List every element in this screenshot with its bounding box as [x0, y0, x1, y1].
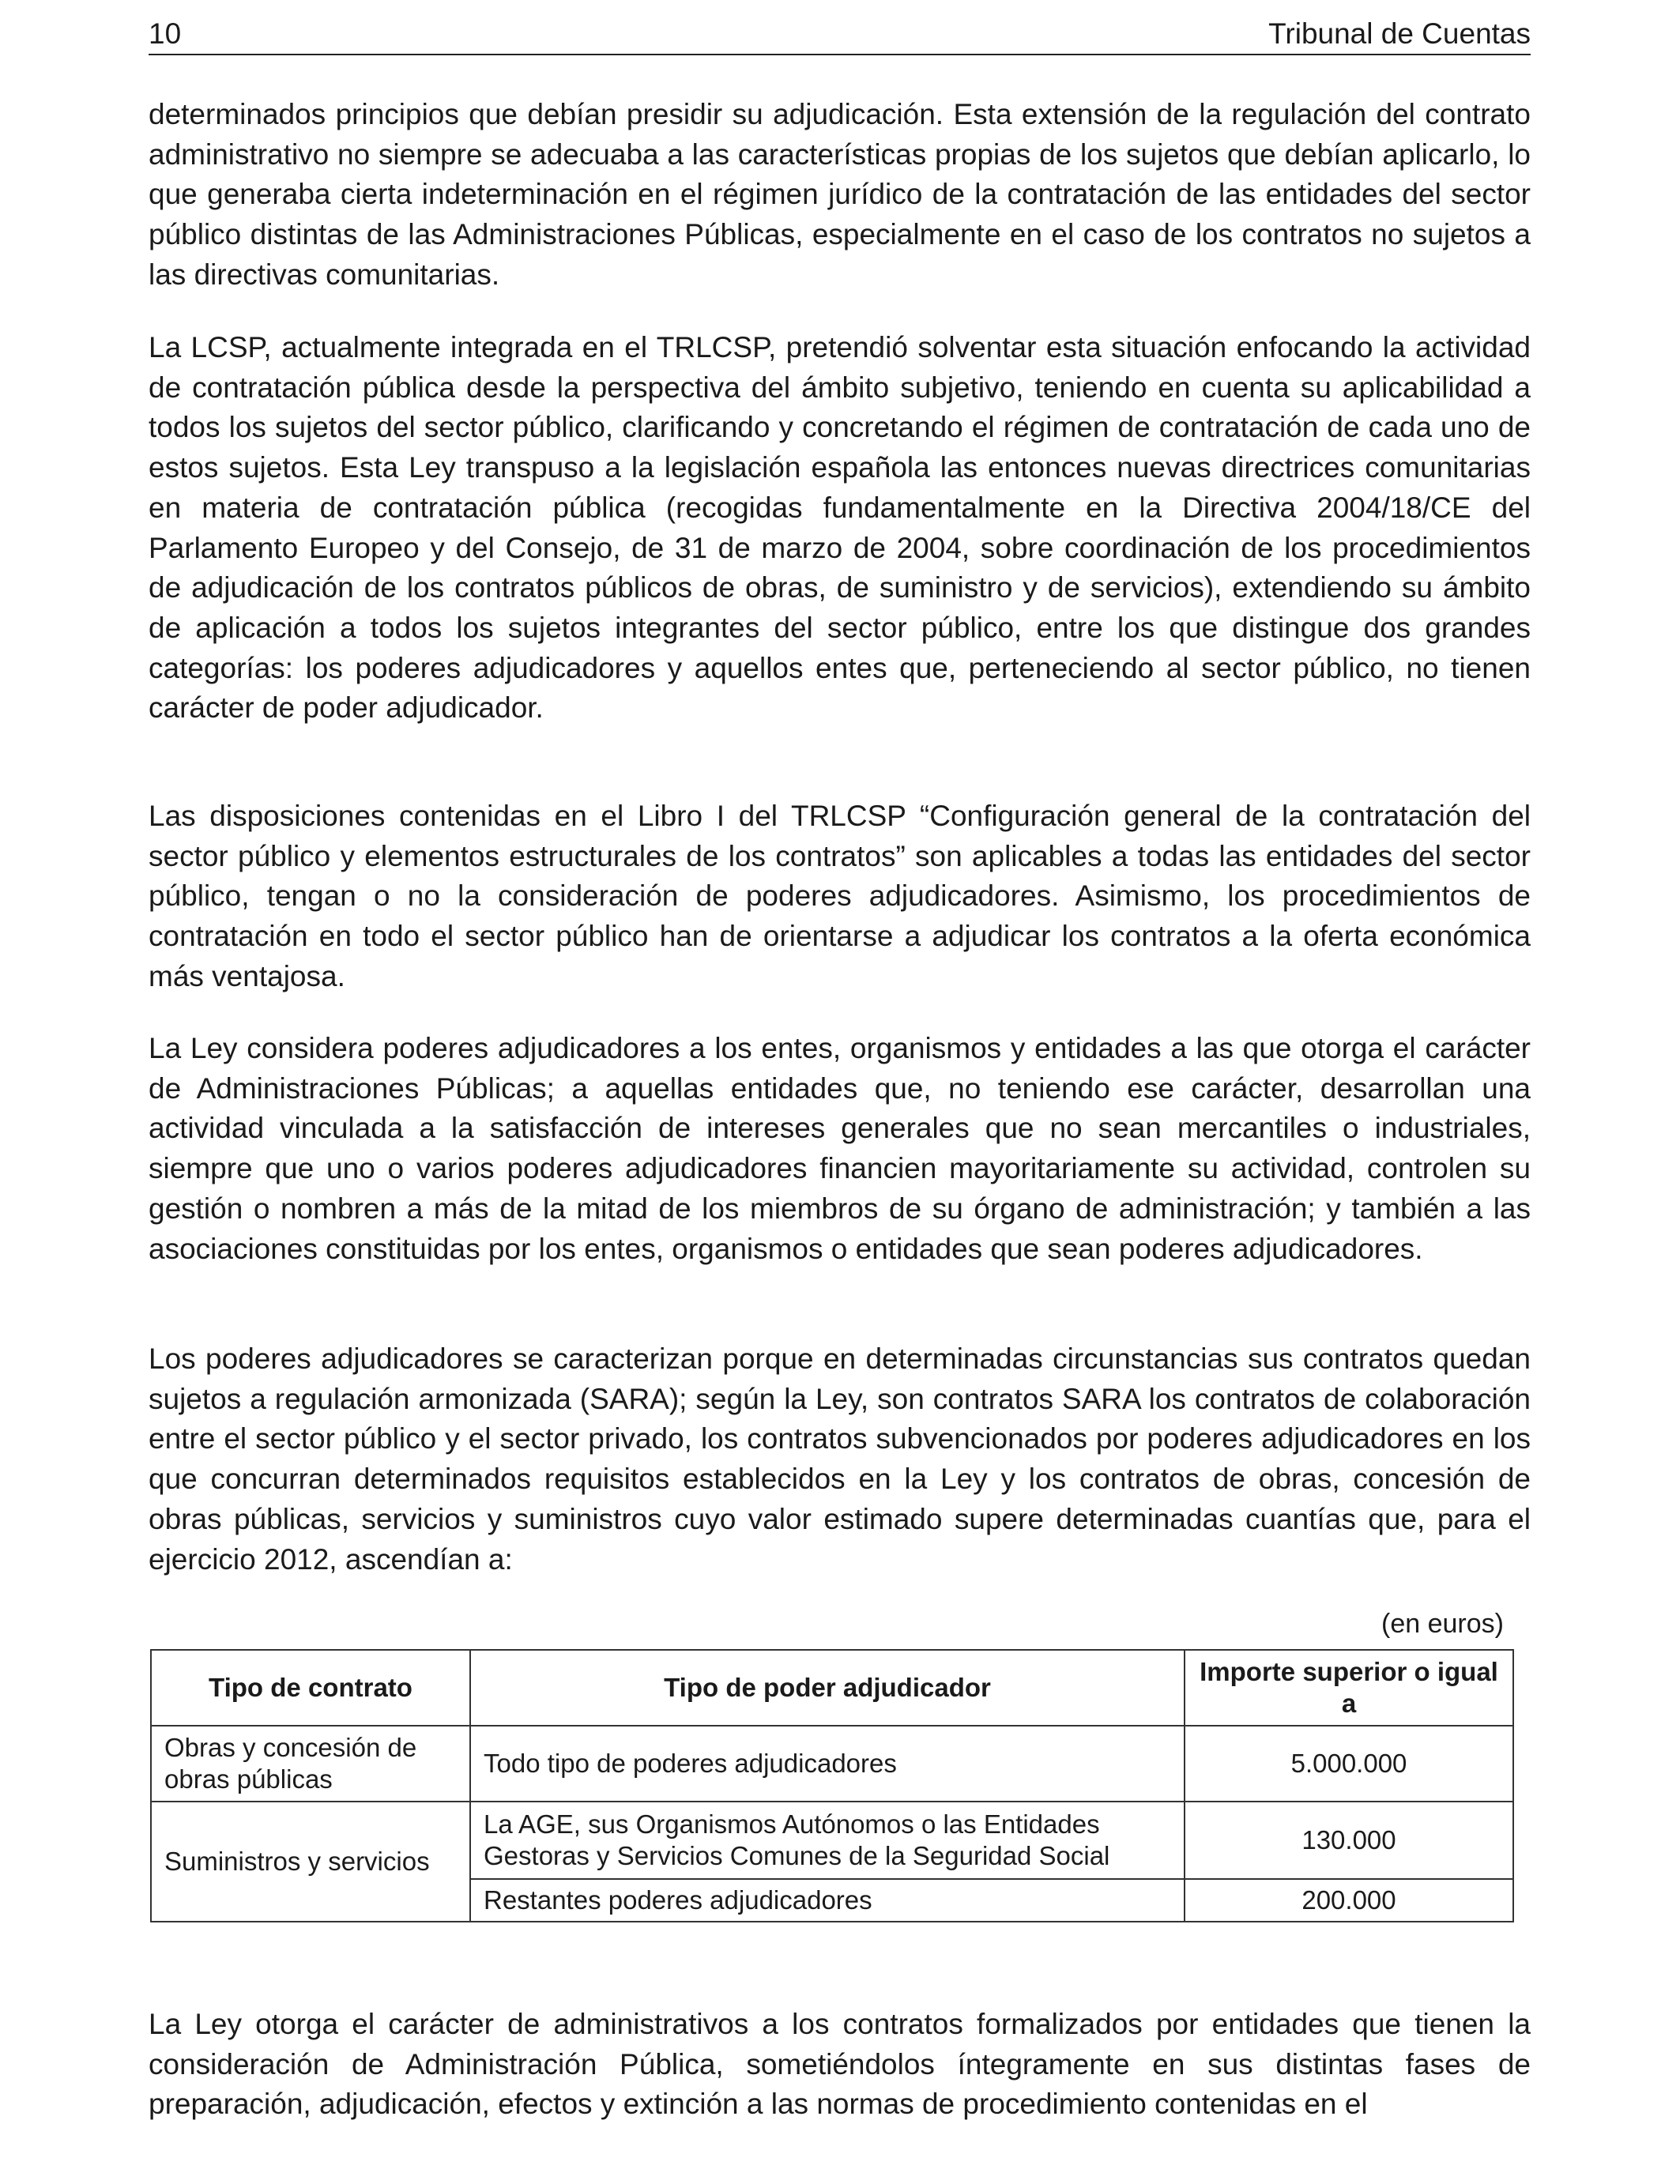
cell-authority: Restantes poderes adjudicadores — [470, 1879, 1185, 1922]
sara-thresholds-table — [150, 1649, 1514, 1922]
table-row — [151, 1802, 1513, 1879]
header-importe: Importe superior o igual a — [1185, 1650, 1513, 1726]
running-title: Tribunal de Cuentas — [1268, 17, 1531, 50]
paragraph-libro-i: Las disposiciones contenidas en el Libro I del TRLCSP “Configuración general de la contratación del sector público y elementos estructurales de los contratos” son aplicables a todas las entidades del sector público, tengan o no la consideración de poderes adjudicadores. Asimismo, los procedimientos de contratación en todo el sector público han de orientarse a adjudicar los contratos a la oferta económica más ventajosa. — [149, 800, 1531, 992]
table-header-row — [151, 1650, 1513, 1726]
cell-contract-type: Suministros y servicios — [151, 1802, 470, 1922]
paragraph-lcsp: La LCSP, actualmente integrada en el TRLCSP, pretendió solventar esta situación enfocando la actividad de contratación pública desde la perspectiva del ámbito subjetivo, teniendo en cuenta su aplicabilidad a todos los sujetos del sector público, clarificando y concretando el régimen de contratación de cada uno de estos sujetos. Esta Ley transpuso a la legislación española las entonces nuevas directrices comunitarias en materia de contratación pública (recogidas fundamentalmente en la Directiva 2004/18/CE del Parlamento Europeo y del Consejo, de 31 de marzo de 2004, sobre coordinación de los procedimientos de adjudicación de los contratos públicos de obras, de suministro y de servicios), extendiendo su ámbito de aplicación a todos los sujetos integrantes del sector público, entre los que distingue dos grandes categorías: los poderes adjudicadores y aquellos entes que, perteneciendo al sector público, no tienen carácter de poder adjudicador. — [149, 331, 1531, 725]
table-row — [151, 1726, 1513, 1802]
cell-authority: La AGE, sus Organismos Autónomos o las Entidades Gestoras y Servicios Comunes de la Seguridad Social — [470, 1802, 1185, 1879]
paragraph-sara: Los poderes adjudicadores se caracterizan porque en determinadas circunstancias sus contratos quedan sujetos a regulación armonizada (SARA); según la Ley, son contratos SARA los contratos de colaboración entre el sector público y el sector privado, los contratos subvencionados por poderes adjudicadores en los que concurran determinados requisitos establecidos en la Ley y los contratos de obras, concesión de obras públicas, servicios y suministros cuyo valor estimado supere determinadas cuantías que, para el ejercicio 2012, ascendían a: — [149, 1342, 1531, 1576]
header-tipo-poder: Tipo de poder adjudicador — [470, 1650, 1185, 1726]
page-header — [149, 14, 1531, 55]
cell-contract-type: Obras y concesión de obras públicas — [151, 1726, 470, 1802]
cell-amount: 200.000 — [1185, 1879, 1513, 1922]
cell-authority: Todo tipo de poderes adjudicadores — [470, 1726, 1185, 1802]
page-number: 10 — [149, 17, 182, 50]
paragraph-sector-publico: determinados principios que debían presidir su adjudicación. Esta extensión de la regulación del contrato administrativo no siempre se adecuaba a las características propias de los sujetos que debían aplicarlo, lo que generaba cierta indeterminación en el régimen jurídico de la contratación de las entidades del sector público distintas de las Administraciones Públicas, especialmente en el caso de los contratos no sujetos a las directivas comunitarias. — [149, 98, 1531, 291]
paragraph-poderes-adjudicadores: La Ley considera poderes adjudicadores a los entes, organismos y entidades a las que otorga el carácter de Administraciones Públicas; a aquellas entidades que, no teniendo ese carácter, desarrollan una actividad vinculada a la satisfacción de intereses generales que no sean mercantiles o industriales, siempre que uno o varios poderes adjudicadores financien mayoritariamente su actividad, controlen su gestión o nombren a más de la mitad de los miembros de su órgano de administración; y también a las asociaciones constituidas por los entes, organismos o entidades que sean poderes adjudicadores. — [149, 1032, 1531, 1265]
cell-amount: 5.000.000 — [1185, 1726, 1513, 1802]
cell-amount: 130.000 — [1185, 1802, 1513, 1879]
table-unit-note: (en euros) — [1381, 1609, 1504, 1639]
paragraph-contratos-administrativos: La Ley otorga el carácter de administrativos a los contratos formalizados por entidades que tienen la consideración de Administración Pública, sometiéndolos íntegramente en sus distintas fases de preparación, adjudicación, efectos y extinción a las normas de procedimiento contenidas en el — [149, 2008, 1531, 2121]
header-tipo-contrato: Tipo de contrato — [151, 1650, 470, 1726]
